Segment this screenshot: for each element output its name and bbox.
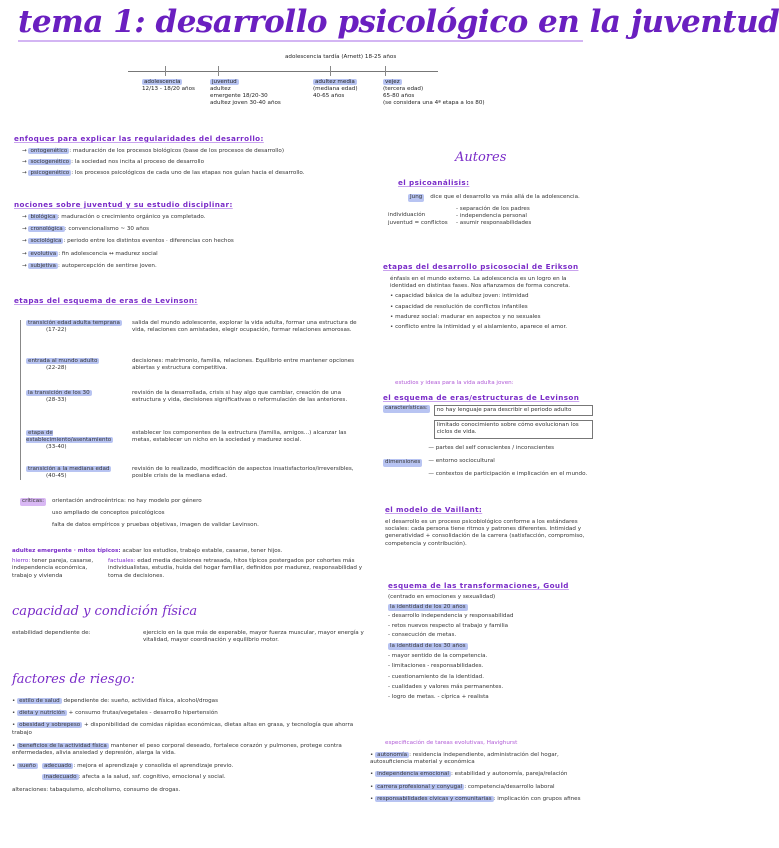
timeline-stage: adolescencia 12/13 - 18/20 años — [142, 79, 195, 92]
etapas-list — [26, 320, 361, 498]
eras-heading: el esquema de eras/estructuras de Levinson — [383, 393, 580, 402]
psicoanalisis-block: Jung dice que el desarrollo va más allá de la adolescencia. individuación - separación de los padres - independencia personal - asumir responsabilidades juventud = conflictos — [388, 194, 580, 227]
enfoques-list — [22, 148, 362, 178]
capacidad-heading: capacidad y condición física — [12, 604, 198, 619]
list-item: etapa de establecimiento/asentamiento (33-40) establecer los componentes de la estructura (familia, amigos...) alcanzar las metas, establecer un nicho en la sociedad y madurez social. — [26, 430, 347, 451]
vaillant-heading: el modelo de Vaillant: — [385, 505, 483, 514]
adolescencia-tardia-note: adolescencia tardía (Arnett) 18-25 años — [285, 54, 397, 60]
timeline-stage: vejez (tercera edad) 65-80 años (se considera una 4ª etapa a los 80) — [383, 79, 485, 106]
list-item: • estilo de salud dependiente de: sueño, actividad física, alcohol/drogas — [12, 698, 219, 704]
list-item: • responsabilidades cívicas y comunitarias : implicación con grupos afines — [370, 795, 581, 802]
list-item: → evolutiva : fin adolescencia ↔ madurez social — [22, 250, 158, 257]
list-item: • independencia emocional : estabilidad y autonomía, pareja/relación — [370, 771, 568, 778]
list-item: • sueño adecuado : mejora el aprendizaje y consolida el aprendizaje previo. inadecuado : afecta a la salud, ssf. cognitivo, emocional y social. — [12, 763, 234, 781]
list-item: transición edad adulta temprana (17-22) salida del mundo adolescente, explorar la vida adulta, formar una estructura de vida, relaciones con amistades, elegir ocupación, formar relaciones amorosas. — [28, 320, 357, 334]
havighurst-list — [370, 752, 595, 803]
list-item: → ontogenético : maduración de los procesos biológicos (base de los procesos de desarrollo) — [22, 148, 285, 154]
list-item: transición a la mediana edad (40-45) revisión de lo realizado, modificación de aspectos insatisfactorios/irreversibles, posible crisis de la mediana edad. — [28, 466, 354, 480]
autores-heading: Autores — [455, 150, 507, 165]
eras-block: características: no hay lenguaje para describir el periodo adulto limitado conocimiento sobre cómo evolucionan los ciclos de vida. dimensiones — partes del self conscientes / inconscientes — entorno sociocultural — contextos de participación e implicación en el mundo. — [383, 405, 593, 478]
list-item: → sociológica : periodo entre los distintos eventos · diferencias con hechos — [22, 238, 234, 245]
list-item: • carrera profesional y conyugal : competencia/desarrollo laboral — [370, 783, 555, 790]
factores-list: • estilo de salud dependiente de: sueño, actividad física, alcohol/drogas • dieta y nutrición + consumo frutas/vegetales - desarrollo hipertensión • obesidad y sobrepeso + disponibilidad de comidas rápidas económicas, dietas altas en grasa, y tecnología que ahorra trabajo • beneficios de la actividad física mantener el peso corporal deseado, fortalece corazón y pulmones, protege contra enfermedades, alivia ansiedad y depresión, alarga la vida. • sueño adecuado : mejora el aprendizaje y consolida el aprendizaje previo. inadecuado : afecta a la salud, ssf. cognitivo, emocional y social. alteraciones: tabaquismo, alcoholismo, consumo de drogas. — [12, 698, 367, 794]
estudios-heading: estudios y ideas para la vida adulta joven: — [395, 380, 514, 386]
etapas-heading: etapas del esquema de eras de Levinson: — [14, 296, 198, 305]
list-item: • obesidad y sobrepeso + disponibilidad de comidas rápidas económicas, dietas altas en grasa, y tecnología que ahorra trabajo — [12, 722, 354, 736]
list-item: → subjetiva : autopercepción de sentirse joven. — [22, 262, 157, 269]
title-underline — [18, 40, 583, 42]
erikson-heading: etapas del desarrollo psicosocial de Erikson — [383, 262, 579, 271]
factores-heading: factores de riesgo: — [12, 672, 136, 687]
erikson-block: énfasis en el mundo externo. La adolescencia es un logro en la identidad en distintas fases. Nos afianzamos de forma concreta. • capacidad básica de la adultez joven: intimidad • capacidad de resolución de conflictos infantiles • madurez social: madurar en aspectos y no sexuales • conflicto entre la intimidad y el aislamiento, aparece el amor. — [390, 276, 571, 331]
psicoanalisis-heading: el psicoanálisis: — [398, 178, 470, 187]
nociones-list — [22, 214, 362, 270]
page-title: tema 1: desarrollo psicológico en la juventud — [18, 4, 779, 40]
list-item: • autonomía : residencia independiente, administración del hogar, autosuficiencia material y económica — [370, 752, 559, 766]
list-item: → biológica : maduración o crecimiento orgánico ya completado. — [22, 214, 206, 220]
enfoques-heading: enfoques para explicar las regularidades del desarrollo: — [14, 134, 264, 143]
list-item: • dieta y nutrición + consumo frutas/vegetales - desarrollo hipertensión — [12, 710, 218, 717]
list-item: entrada al mundo adulto (22-28) decisiones: matrimonio, familia, relaciones. Equilibrio entre mantener opciones abiertas y estructura competitiva. — [28, 358, 355, 372]
nociones-heading: nociones sobre juventud y su estudio disciplinar: — [14, 200, 233, 209]
timeline-stage: adultez media (mediana edad) 40-65 años — [313, 79, 358, 99]
gould-heading: esquema de las transformaciones, Gould — [388, 581, 569, 590]
timeline-axis — [128, 71, 438, 72]
capacidad-text: estabilidad dependiente de: ejercicio en la que más de esperable, mayor fuerza muscular, mayor energía y vitalidad, mayor coordinación y equilibrio motor. — [12, 630, 364, 644]
list-item: → psicogenético : los procesos psicológicos de cada uno de las etapas nos guían hacia el desarrollo. — [22, 170, 305, 177]
list-item: → cronológica : convencionalismo ~ 30 años — [22, 226, 150, 233]
criticas: críticas: orientación androcéntrica: no hay modelo por género uso ampliado de conceptos psicológicos falta de datos empíricos y pruebas objetivas, imagen de validar Levinson. — [22, 498, 259, 529]
vaillant-text: el desarrollo es un proceso psicobiológico conforme a los estándares sociales: cada persona tiene ritmos y patrones diferentes. Intimidad y generatividad + consolidación de la carrera (satisfacción, compromiso, competencia y contribución). — [385, 519, 585, 547]
adultez-emergente: adultez emergente · mitos típicos: acabar los estudios, trabajo estable, casarse, tener hijos. hierro: tener pareja, casarse, independencia económica, trabajo y vivienda factuales: edad media decisiones retrasada, hitos típicos postergados por cohortes más individualistas, estudia, huida del hogar familiar, definidos por madurez, responsabilidad y toma de decisiones. — [12, 548, 363, 579]
list-item: la transición de los 30 (28-33) revisión de la desarrollada, crisis si hay algo que cambiar, creación de una estructura y vida, decisiones significativas o reformulación de las anteriores. — [28, 390, 348, 404]
timeline-stage: juventud adultez emergente 18/20-30 adultez joven 30-40 años — [210, 79, 281, 106]
havighurst-heading: especificación de tareas evolutivas, Havighurst — [385, 740, 518, 746]
list-item: • beneficios de la actividad física mantener el peso corporal deseado, fortalece corazón y pulmones, protege contra enfermedades, alivia ansiedad y depresión, alarga la vida. — [12, 742, 342, 757]
gould-block: (centrado en emociones y sexualidad) la identidad de los 20 años - desarrollo independencia y responsabilidad - retos nuevos respecto al trabajo y familia - consecución de metas. la identidad de los 30 años - mayor sentido de la competencia. - limitaciones - responsabilidades. - cuestionamiento de la identidad. - cualidades y valores más permanentes. - logro de metas. - cíprica + realista — [388, 594, 514, 701]
list-item: → sociogenético : la sociedad nos incita al proceso de desarrollo — [22, 159, 205, 166]
